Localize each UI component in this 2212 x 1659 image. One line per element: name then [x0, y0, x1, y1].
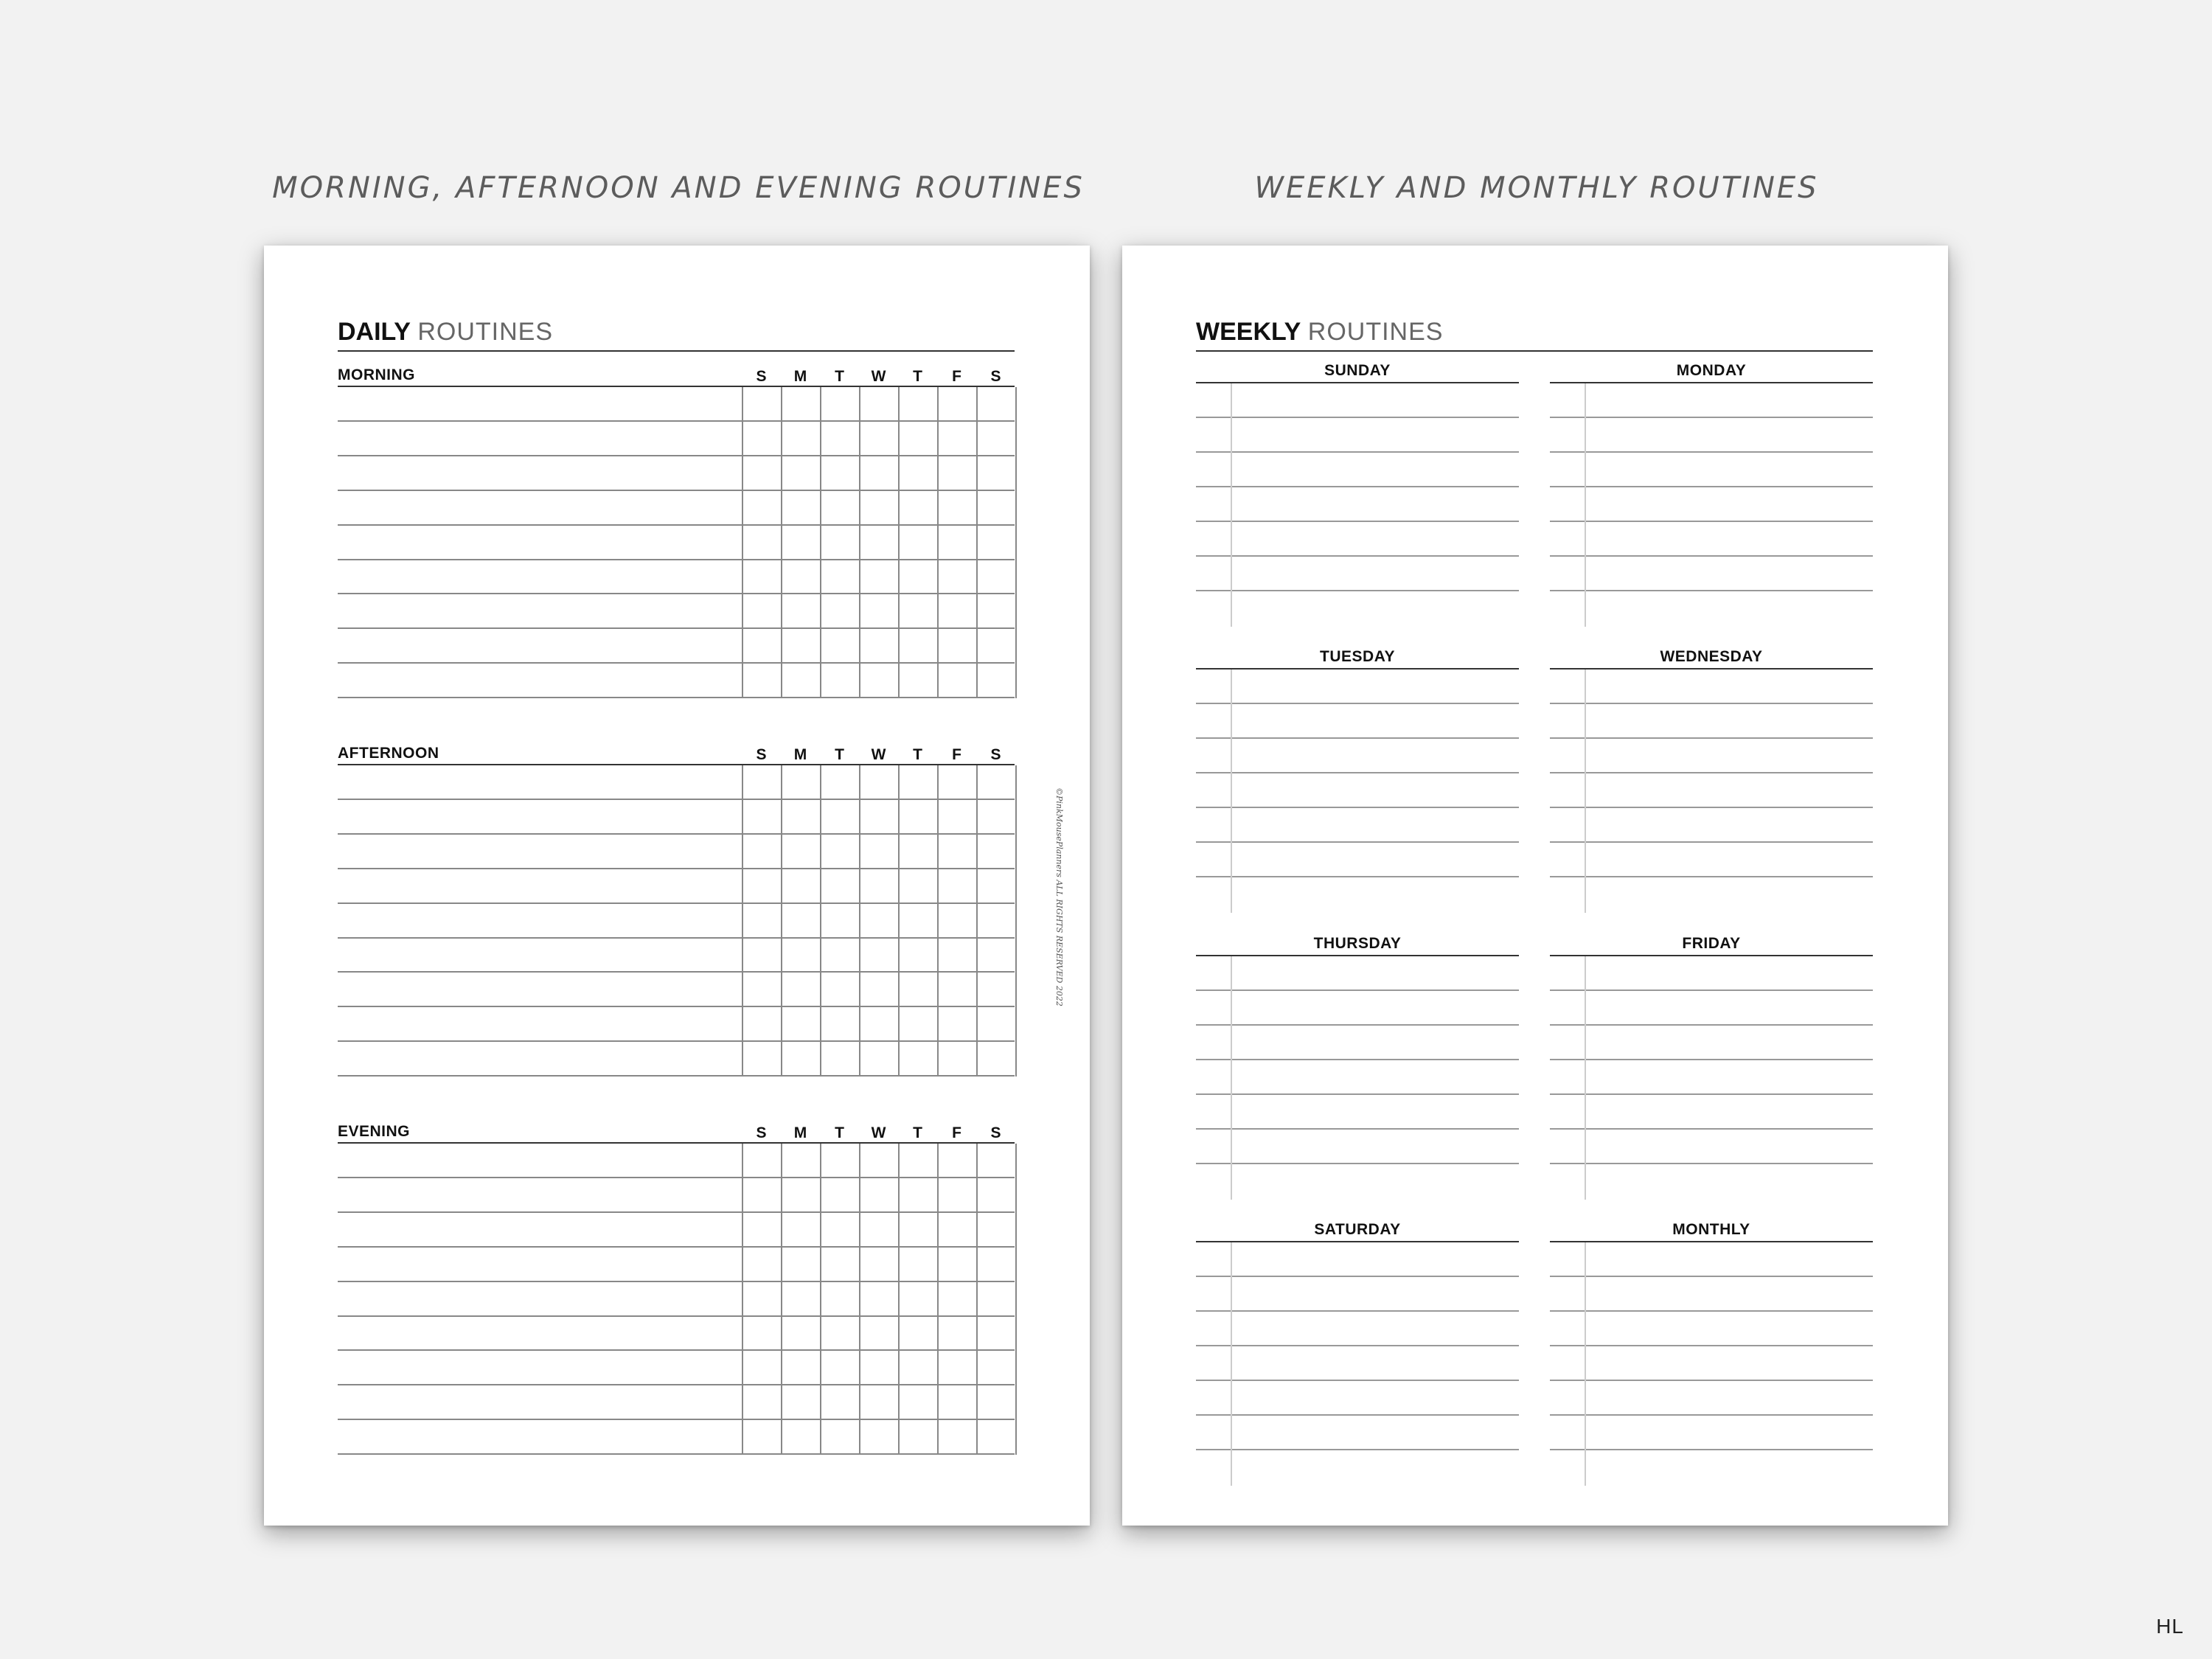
weekly-block-label: THURSDAY	[1313, 935, 1402, 952]
weekly-block-label: SUNDAY	[1324, 362, 1391, 379]
routine-row-line[interactable]	[338, 799, 1015, 800]
weekly-entry-line[interactable]	[1196, 1414, 1519, 1416]
checkbox-column-line	[859, 765, 860, 1077]
weekly-block-wednesday	[1550, 646, 1873, 913]
routine-section-3	[338, 1120, 1015, 1455]
section-header	[338, 364, 1015, 386]
routine-row-line[interactable]	[338, 1006, 1015, 1007]
weekly-entry-line[interactable]	[1550, 590, 1873, 591]
routine-section-1	[338, 364, 1015, 698]
checkbox-column-line	[742, 765, 743, 1077]
checkbox-margin-line	[1231, 1242, 1232, 1486]
routine-row-line[interactable]	[338, 868, 1015, 869]
weekly-entry-line[interactable]	[1550, 772, 1873, 773]
checkbox-column-line	[976, 387, 978, 698]
checkbox-margin-line	[1231, 669, 1232, 913]
checkbox-column-line	[976, 765, 978, 1077]
routine-row-line[interactable]	[338, 1040, 1015, 1042]
day-letter: T	[835, 1124, 844, 1141]
weekly-block-lines	[1550, 382, 1873, 627]
weekly-entry-line[interactable]	[1196, 417, 1519, 418]
weekly-entry-line[interactable]	[1196, 521, 1519, 522]
day-letter: T	[835, 368, 844, 385]
checkbox-column-line	[1015, 1144, 1017, 1455]
day-letter: W	[871, 1124, 886, 1141]
routine-row-line[interactable]	[338, 593, 1015, 594]
weekly-routines-page	[1122, 246, 1948, 1526]
weekly-block-label: MONDAY	[1676, 362, 1747, 379]
weekly-entry-line[interactable]	[1550, 1449, 1873, 1450]
routine-row-line[interactable]	[338, 627, 1015, 629]
weekly-entry-line[interactable]	[1196, 1310, 1519, 1312]
checkbox-column-line	[898, 387, 900, 698]
day-letter: F	[952, 368, 961, 385]
checkbox-column-line	[898, 1144, 900, 1455]
routine-row-line[interactable]	[338, 1419, 1015, 1420]
daily-routines-page	[264, 246, 1090, 1526]
checkbox-margin-line	[1585, 669, 1586, 913]
weekly-entry-line[interactable]	[1550, 990, 1873, 991]
day-letter: F	[952, 1124, 961, 1141]
weekly-entry-line[interactable]	[1550, 417, 1873, 418]
weekly-block-lines	[1550, 955, 1873, 1200]
weekly-entry-line[interactable]	[1196, 807, 1519, 808]
routine-row-line[interactable]	[338, 902, 1015, 904]
checkbox-margin-line	[1231, 383, 1232, 627]
weekly-block-label: TUESDAY	[1320, 648, 1395, 665]
routine-row-line[interactable]	[338, 1453, 1015, 1455]
routine-row-line[interactable]	[338, 937, 1015, 939]
copyright-left: ©PinkMousePlanners ALL RIGHTS RESERVED 2022	[1054, 787, 1064, 1006]
corner-tag: HL	[2156, 1615, 2184, 1638]
weekly-entry-line[interactable]	[1196, 1024, 1519, 1026]
checkbox-column-line	[937, 387, 939, 698]
day-letter: S	[990, 746, 1001, 763]
day-letter: M	[793, 368, 807, 385]
weekly-entry-line[interactable]	[1196, 1380, 1519, 1381]
routine-row-line[interactable]	[338, 524, 1015, 526]
checkbox-column-line	[781, 765, 782, 1077]
routine-section-2	[338, 742, 1015, 1077]
day-letter: W	[871, 746, 886, 763]
checkbox-column-line	[859, 387, 860, 698]
weekly-block-label: MONTHLY	[1672, 1221, 1750, 1238]
weekly-entry-line[interactable]	[1550, 703, 1873, 704]
daily-page-title	[338, 313, 1015, 352]
routine-row-line[interactable]	[338, 971, 1015, 973]
weekly-entry-line[interactable]	[1550, 1414, 1873, 1416]
day-letter: S	[990, 368, 1001, 385]
weekly-entry-line[interactable]	[1196, 737, 1519, 739]
day-letter: S	[756, 746, 767, 763]
routine-row-line[interactable]	[338, 1075, 1015, 1077]
routine-row-line[interactable]	[338, 559, 1015, 560]
checkbox-column-line	[820, 765, 821, 1077]
weekly-block-sunday	[1196, 360, 1519, 627]
weekly-block-lines	[1196, 382, 1519, 627]
routine-row-line[interactable]	[338, 1211, 1015, 1213]
weekly-entry-line[interactable]	[1196, 555, 1519, 557]
routine-row-line[interactable]	[338, 1384, 1015, 1385]
weekly-entry-line[interactable]	[1196, 841, 1519, 843]
weekly-entry-line[interactable]	[1550, 521, 1873, 522]
routine-row-line[interactable]	[338, 420, 1015, 422]
weekly-title-light: ROUTINES	[1307, 318, 1444, 346]
day-letter: S	[756, 1124, 767, 1141]
checkbox-column-line	[1015, 765, 1017, 1077]
weekly-entry-line[interactable]	[1196, 1276, 1519, 1277]
checkbox-margin-line	[1585, 1242, 1586, 1486]
weekly-block-lines	[1550, 1241, 1873, 1486]
routine-row-line[interactable]	[338, 662, 1015, 664]
weekly-page-title	[1196, 313, 1873, 352]
weekly-entry-line[interactable]	[1550, 876, 1873, 877]
weekly-entry-line[interactable]	[1550, 1024, 1873, 1026]
day-letter: T	[913, 368, 922, 385]
routine-grid	[338, 1142, 1015, 1455]
weekly-entry-line[interactable]	[1550, 1163, 1873, 1164]
day-letter: M	[793, 746, 807, 763]
checkbox-margin-line	[1231, 956, 1232, 1200]
weekly-entry-line[interactable]	[1196, 990, 1519, 991]
weekly-block-saturday	[1196, 1219, 1519, 1486]
checkbox-column-line	[742, 387, 743, 698]
checkbox-column-line	[820, 1144, 821, 1455]
day-letter: T	[913, 1124, 922, 1141]
weekly-entry-line[interactable]	[1196, 1128, 1519, 1130]
weekly-block-monthly	[1550, 1219, 1873, 1486]
routine-row-line[interactable]	[338, 1281, 1015, 1282]
routine-row-line[interactable]	[338, 1246, 1015, 1248]
weekly-entry-line[interactable]	[1550, 1128, 1873, 1130]
checkbox-column-line	[937, 765, 939, 1077]
section-header	[338, 1120, 1015, 1142]
checkbox-column-line	[859, 1144, 860, 1455]
weekly-entry-line[interactable]	[1196, 876, 1519, 877]
checkbox-column-line	[781, 387, 782, 698]
day-letter: T	[835, 746, 844, 763]
routine-row-line[interactable]	[338, 697, 1015, 698]
checkbox-column-line	[742, 1144, 743, 1455]
weekly-entry-line[interactable]	[1550, 1345, 1873, 1346]
day-letter: T	[913, 746, 922, 763]
daily-title-light: ROUTINES	[417, 318, 554, 346]
weekly-entry-line[interactable]	[1196, 1093, 1519, 1095]
weekly-block-lines	[1550, 668, 1873, 913]
left-page-caption: MORNING, AFTERNOON AND EVENING ROUTINES	[272, 171, 1085, 205]
section-label: EVENING	[338, 1123, 411, 1140]
routine-row-line[interactable]	[338, 1349, 1015, 1351]
weekly-entry-line[interactable]	[1550, 1380, 1873, 1381]
routine-grid	[338, 386, 1015, 698]
checkbox-margin-line	[1585, 383, 1586, 627]
weekly-entry-line[interactable]	[1196, 1449, 1519, 1450]
weekly-block-label: SATURDAY	[1314, 1221, 1401, 1238]
routine-grid	[338, 764, 1015, 1077]
weekly-entry-line[interactable]	[1550, 451, 1873, 453]
weekly-entry-line[interactable]	[1550, 555, 1873, 557]
routine-row-line[interactable]	[338, 1177, 1015, 1178]
section-label: AFTERNOON	[338, 745, 439, 762]
weekly-entry-line[interactable]	[1196, 703, 1519, 704]
section-header	[338, 742, 1015, 764]
daily-title-bold: DAILY	[338, 318, 411, 346]
weekly-title-bold: WEEKLY	[1196, 318, 1301, 346]
weekly-block-monday	[1550, 360, 1873, 627]
weekly-entry-line[interactable]	[1196, 451, 1519, 453]
weekly-entry-line[interactable]	[1196, 1059, 1519, 1060]
checkbox-column-line	[976, 1144, 978, 1455]
routine-row-line[interactable]	[338, 490, 1015, 491]
weekly-entry-line[interactable]	[1196, 772, 1519, 773]
checkbox-column-line	[820, 387, 821, 698]
weekly-entry-line[interactable]	[1550, 737, 1873, 739]
weekly-entry-line[interactable]	[1550, 1276, 1873, 1277]
weekly-entry-line[interactable]	[1550, 807, 1873, 808]
weekly-block-lines	[1196, 1241, 1519, 1486]
day-letter: S	[756, 368, 767, 385]
weekly-block-friday	[1550, 933, 1873, 1200]
day-letter: S	[990, 1124, 1001, 1141]
checkbox-margin-line	[1585, 956, 1586, 1200]
day-letter: F	[952, 746, 961, 763]
routine-row-line[interactable]	[338, 833, 1015, 835]
weekly-block-tuesday	[1196, 646, 1519, 913]
checkbox-column-line	[898, 765, 900, 1077]
routine-row-line[interactable]	[338, 455, 1015, 456]
right-page-caption: WEEKLY AND MONTHLY ROUTINES	[1254, 171, 1819, 205]
weekly-block-label: FRIDAY	[1682, 935, 1741, 952]
weekly-entry-line[interactable]	[1550, 486, 1873, 487]
weekly-entry-line[interactable]	[1196, 590, 1519, 591]
day-letter: M	[793, 1124, 807, 1141]
weekly-entry-line[interactable]	[1196, 486, 1519, 487]
weekly-block-thursday	[1196, 933, 1519, 1200]
weekly-entry-line[interactable]	[1550, 841, 1873, 843]
routine-row-line[interactable]	[338, 1315, 1015, 1317]
weekly-block-label: WEDNESDAY	[1660, 648, 1763, 665]
section-label: MORNING	[338, 366, 415, 383]
weekly-block-lines	[1196, 955, 1519, 1200]
weekly-entry-line[interactable]	[1196, 1345, 1519, 1346]
weekly-entry-line[interactable]	[1550, 1059, 1873, 1060]
weekly-entry-line[interactable]	[1550, 1093, 1873, 1095]
weekly-entry-line[interactable]	[1196, 1163, 1519, 1164]
checkbox-column-line	[781, 1144, 782, 1455]
day-letter: W	[871, 368, 886, 385]
checkbox-column-line	[1015, 387, 1017, 698]
weekly-entry-line[interactable]	[1550, 1310, 1873, 1312]
weekly-block-lines	[1196, 668, 1519, 913]
checkbox-column-line	[937, 1144, 939, 1455]
